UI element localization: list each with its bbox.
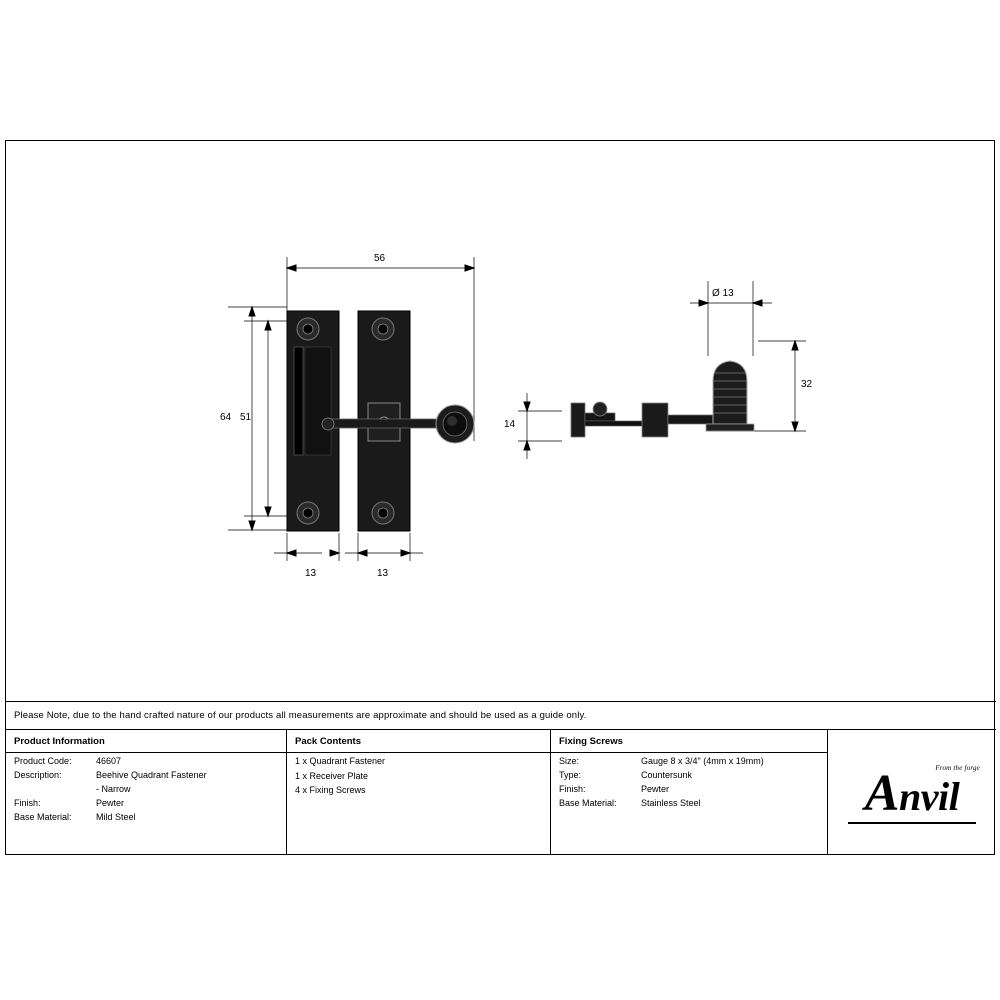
screw-finish-label: Finish: [559, 784, 586, 794]
column-divider [551, 752, 827, 753]
description-value: Beehive Quadrant Fastener [96, 770, 207, 780]
description-value-continued: - Narrow [96, 784, 131, 794]
dimension-label-height-51: 51 [240, 412, 252, 423]
info-row [559, 796, 819, 810]
info-row [559, 754, 819, 768]
base-material-value: Mild Steel [96, 812, 136, 822]
dimension-label-width-56: 56 [374, 253, 386, 264]
description-label: Description: [14, 770, 62, 780]
info-table [6, 730, 996, 855]
pack-contents-title: Pack Contents [295, 736, 361, 747]
description-label-continued [14, 782, 96, 796]
info-row [559, 782, 819, 796]
measurement-note [6, 701, 996, 730]
brand-logo-column [828, 730, 996, 855]
screw-base-material-value: Stainless Steel [641, 798, 701, 808]
screw-size-value: Gauge 8 x 3/4" (4mm x 19mm) [641, 756, 764, 766]
anvil-logo [828, 730, 996, 855]
fixing-screws-title: Fixing Screws [559, 736, 623, 747]
screw-type-label: Type: [559, 770, 582, 780]
info-row [14, 768, 278, 782]
dimension-label-side-height-32: 32 [801, 379, 813, 390]
info-row [14, 754, 278, 768]
brand-tagline: From the forge [935, 764, 980, 772]
base-material-label: Base Material: [14, 812, 72, 822]
screw-base-material-label: Base Material: [559, 798, 617, 808]
finish-label: Finish: [14, 798, 41, 808]
product-code-value: 46607 [96, 756, 122, 766]
product-information-column [6, 730, 287, 855]
dimension-label-height-64: 64 [220, 412, 232, 423]
column-divider [6, 752, 286, 753]
logo-underline [848, 822, 976, 824]
finish-value: Pewter [96, 798, 125, 808]
pack-contents-item: 4 x Fixing Screws [295, 785, 366, 795]
technical-drawing-area [6, 141, 996, 701]
brand-name-rest: nvil [898, 773, 960, 819]
info-row [14, 796, 278, 810]
info-row [559, 768, 819, 782]
dimension-label-plate-right-13: 13 [377, 568, 389, 579]
pack-contents-item: 1 x Receiver Plate [295, 770, 369, 781]
info-row [14, 810, 278, 824]
product-code-label: Product Code: [14, 756, 72, 766]
pack-contents-column [287, 730, 551, 855]
screw-finish-value: Pewter [641, 784, 670, 794]
info-row [14, 782, 278, 796]
brand-name-initial: A [864, 764, 899, 822]
measurement-note-text: Please Note, due to the hand crafted nature of our products all measurements are approximate and should be used as a guide only. [14, 710, 587, 721]
pack-contents-item: 1 x Quadrant Fastener [295, 756, 386, 766]
dimension-label-plate-left-13: 13 [305, 568, 317, 579]
column-divider [287, 752, 550, 753]
product-information-title: Product Information [14, 736, 105, 747]
dimension-label-knob-diameter: Ø 13 [712, 288, 734, 299]
dimension-label-side-height-14: 14 [504, 419, 516, 430]
drawing-svg [6, 141, 996, 701]
fixing-screws-column [551, 730, 828, 855]
drawing-sheet [5, 140, 995, 855]
screw-size-label: Size: [559, 756, 580, 766]
screw-type-value: Countersunk [641, 770, 693, 780]
